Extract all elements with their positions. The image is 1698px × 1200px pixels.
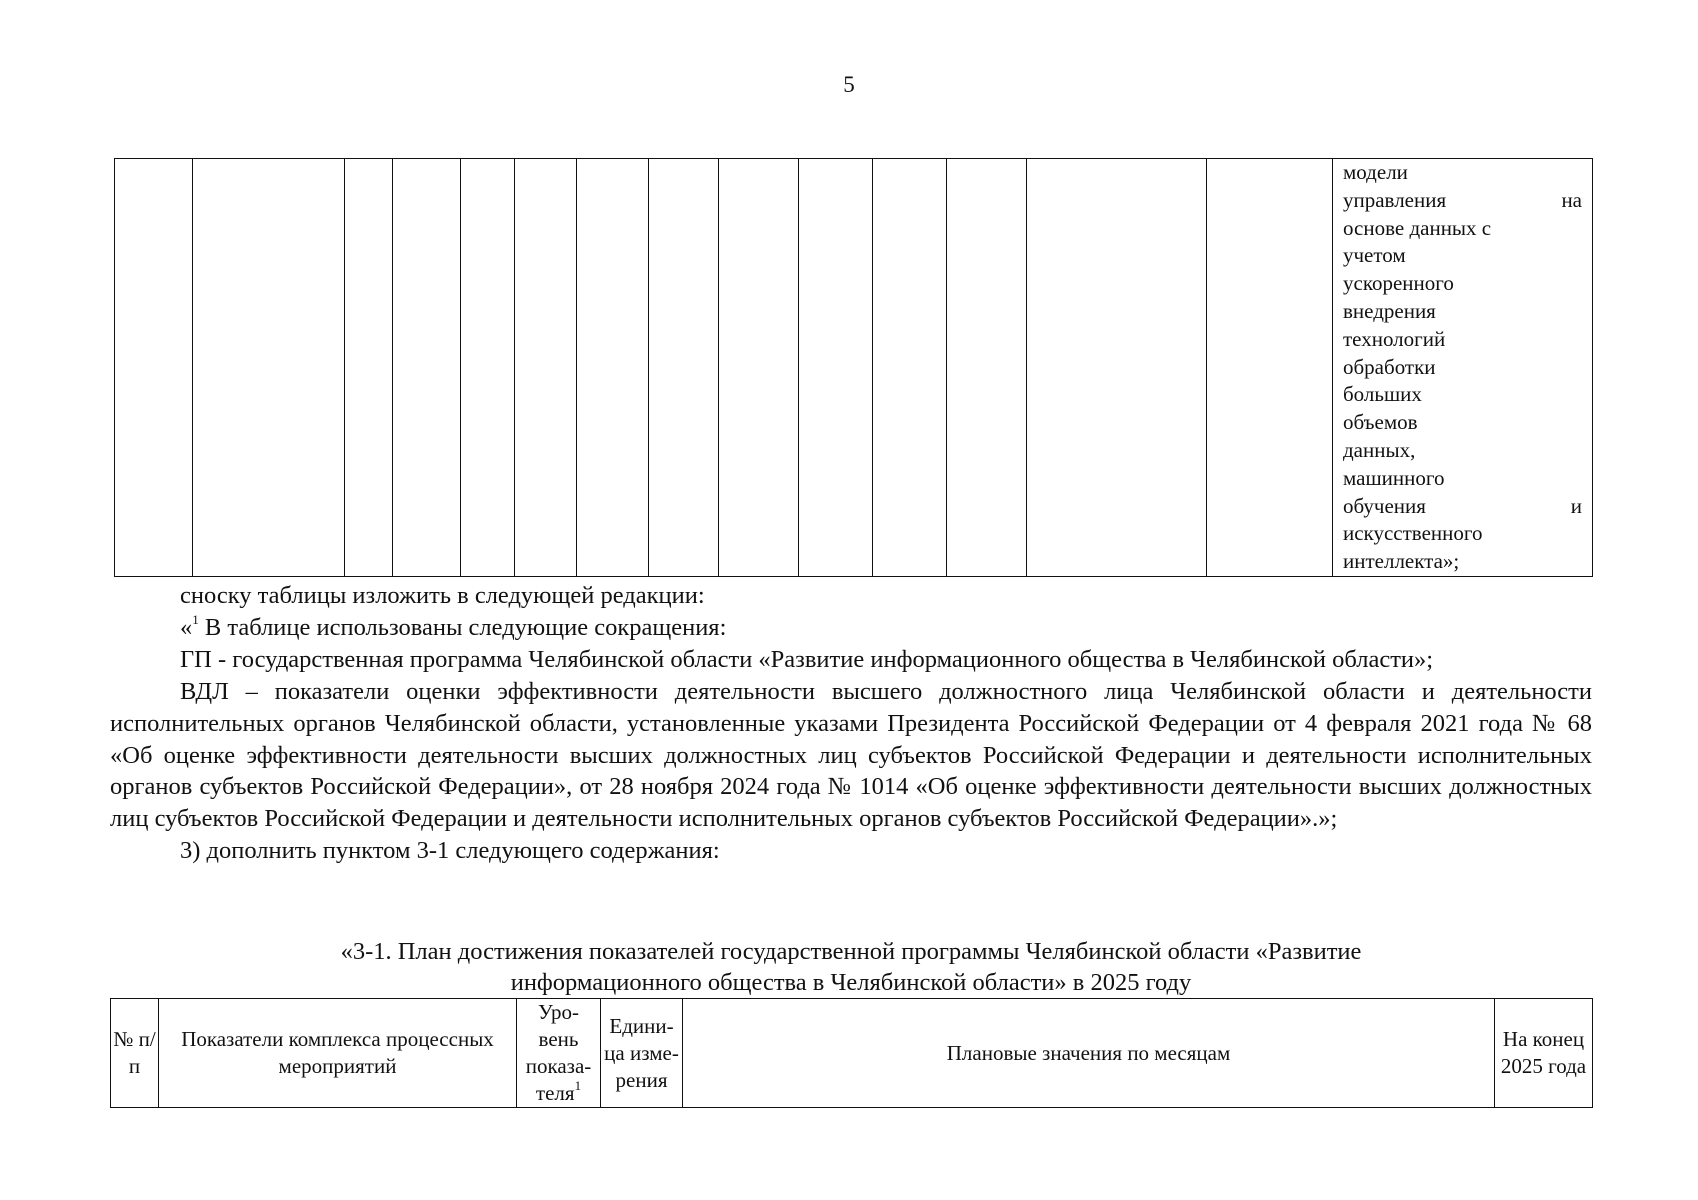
table-cell bbox=[345, 159, 393, 577]
continuation-table bbox=[114, 158, 1593, 577]
header-number: № п/п bbox=[111, 999, 159, 1108]
header-row bbox=[111, 999, 1593, 1108]
table-cell bbox=[577, 159, 649, 577]
cell-line: искусственного bbox=[1343, 521, 1483, 546]
cell-line bbox=[1343, 493, 1582, 521]
table-cell bbox=[649, 159, 719, 577]
table-row bbox=[115, 159, 1593, 577]
table-cell bbox=[393, 159, 461, 577]
header-indicators: Показатели комплекса процессных мероприятий bbox=[159, 999, 517, 1108]
table-cell bbox=[1207, 159, 1333, 577]
paragraph-gp: ГП - государственная программа Челябинской области «Развитие информационного общества в Челябинской области»; bbox=[180, 645, 1434, 673]
footnote-marker: 1 bbox=[192, 611, 199, 627]
last-cell-text bbox=[1333, 159, 1592, 576]
paragraph-text: В таблице использованы следующие сокращения: bbox=[198, 613, 727, 641]
cell-line: внедрения bbox=[1343, 298, 1436, 323]
table-cell bbox=[947, 159, 1027, 577]
cell-line: интеллекта»; bbox=[1343, 549, 1460, 574]
table-cell bbox=[115, 159, 193, 577]
table-cell bbox=[873, 159, 947, 577]
cell-line: технологий bbox=[1343, 326, 1446, 351]
section-heading bbox=[110, 936, 1592, 998]
cell-line: основе данных с bbox=[1343, 215, 1492, 240]
footnote-marker: 1 bbox=[574, 1078, 582, 1093]
header-plan: Плановые значения по месяцам bbox=[683, 999, 1495, 1108]
word: обучения bbox=[1343, 493, 1426, 518]
table-cell bbox=[1027, 159, 1207, 577]
table-cell bbox=[719, 159, 799, 577]
header-level-text: Уро-вень показа-теля bbox=[525, 1000, 592, 1105]
heading-line: «3-1. План достижения показателей государственной программы Челябинской области «Развитие bbox=[340, 938, 1362, 965]
cell-line: объемов bbox=[1343, 410, 1418, 435]
heading-line: информационного общества в Челябинской области» в 2025 году bbox=[510, 969, 1192, 996]
paragraph-footnote-intro: сноску таблицы изложить в следующей редакции: bbox=[180, 582, 705, 609]
plan-table-header bbox=[110, 998, 1593, 1108]
table-cell bbox=[193, 159, 345, 577]
header-unit: Едини-ца изме-рения bbox=[601, 999, 683, 1108]
header-end: На конец 2025 года bbox=[1495, 999, 1593, 1108]
paragraph-vdl: ВДЛ – показатели оценки эффективности деятельности высшего должностного лица Челябинской области и деятельности исполнительных органов Челябинской области, установленные указами Президента Российской Федерации от 4 февраля 2021 года № 68 «Об оценке эффективности деятельности высших должностных лиц субъектов Российской Федерации и деятельности исполнительных органов субъектов Российской Федерации», от 28 ноября 2024 года № 1014 «Об оценке эффективности деятельности высших должностных лиц субъектов Российской Федерации и деятельности исполнительных органов субъектов Российской Федерации».»; bbox=[110, 677, 1592, 833]
table-cell bbox=[461, 159, 515, 577]
word: и bbox=[1570, 493, 1582, 518]
cell-line: модели bbox=[1343, 160, 1408, 184]
document-body bbox=[110, 580, 1592, 867]
cell-line: больших bbox=[1343, 382, 1422, 407]
cell-line bbox=[1343, 187, 1582, 215]
cell-line: ускоренного bbox=[1343, 271, 1454, 296]
table-cell bbox=[515, 159, 577, 577]
quote-open: « bbox=[180, 613, 193, 641]
table-cell bbox=[799, 159, 873, 577]
cell-line: обработки bbox=[1343, 354, 1436, 379]
paragraph-amend: 3) дополнить пунктом 3-1 следующего содержания: bbox=[180, 837, 720, 865]
table-cell-last bbox=[1333, 159, 1593, 577]
paragraph-abbreviations-intro bbox=[110, 612, 1592, 644]
cell-line: машинного bbox=[1343, 465, 1445, 490]
word: управления bbox=[1343, 187, 1447, 212]
cell-line: учетом bbox=[1343, 243, 1406, 268]
word: на bbox=[1561, 187, 1582, 212]
cell-line: данных, bbox=[1343, 437, 1416, 462]
page-number: 5 bbox=[843, 72, 855, 97]
header-level bbox=[517, 999, 601, 1108]
